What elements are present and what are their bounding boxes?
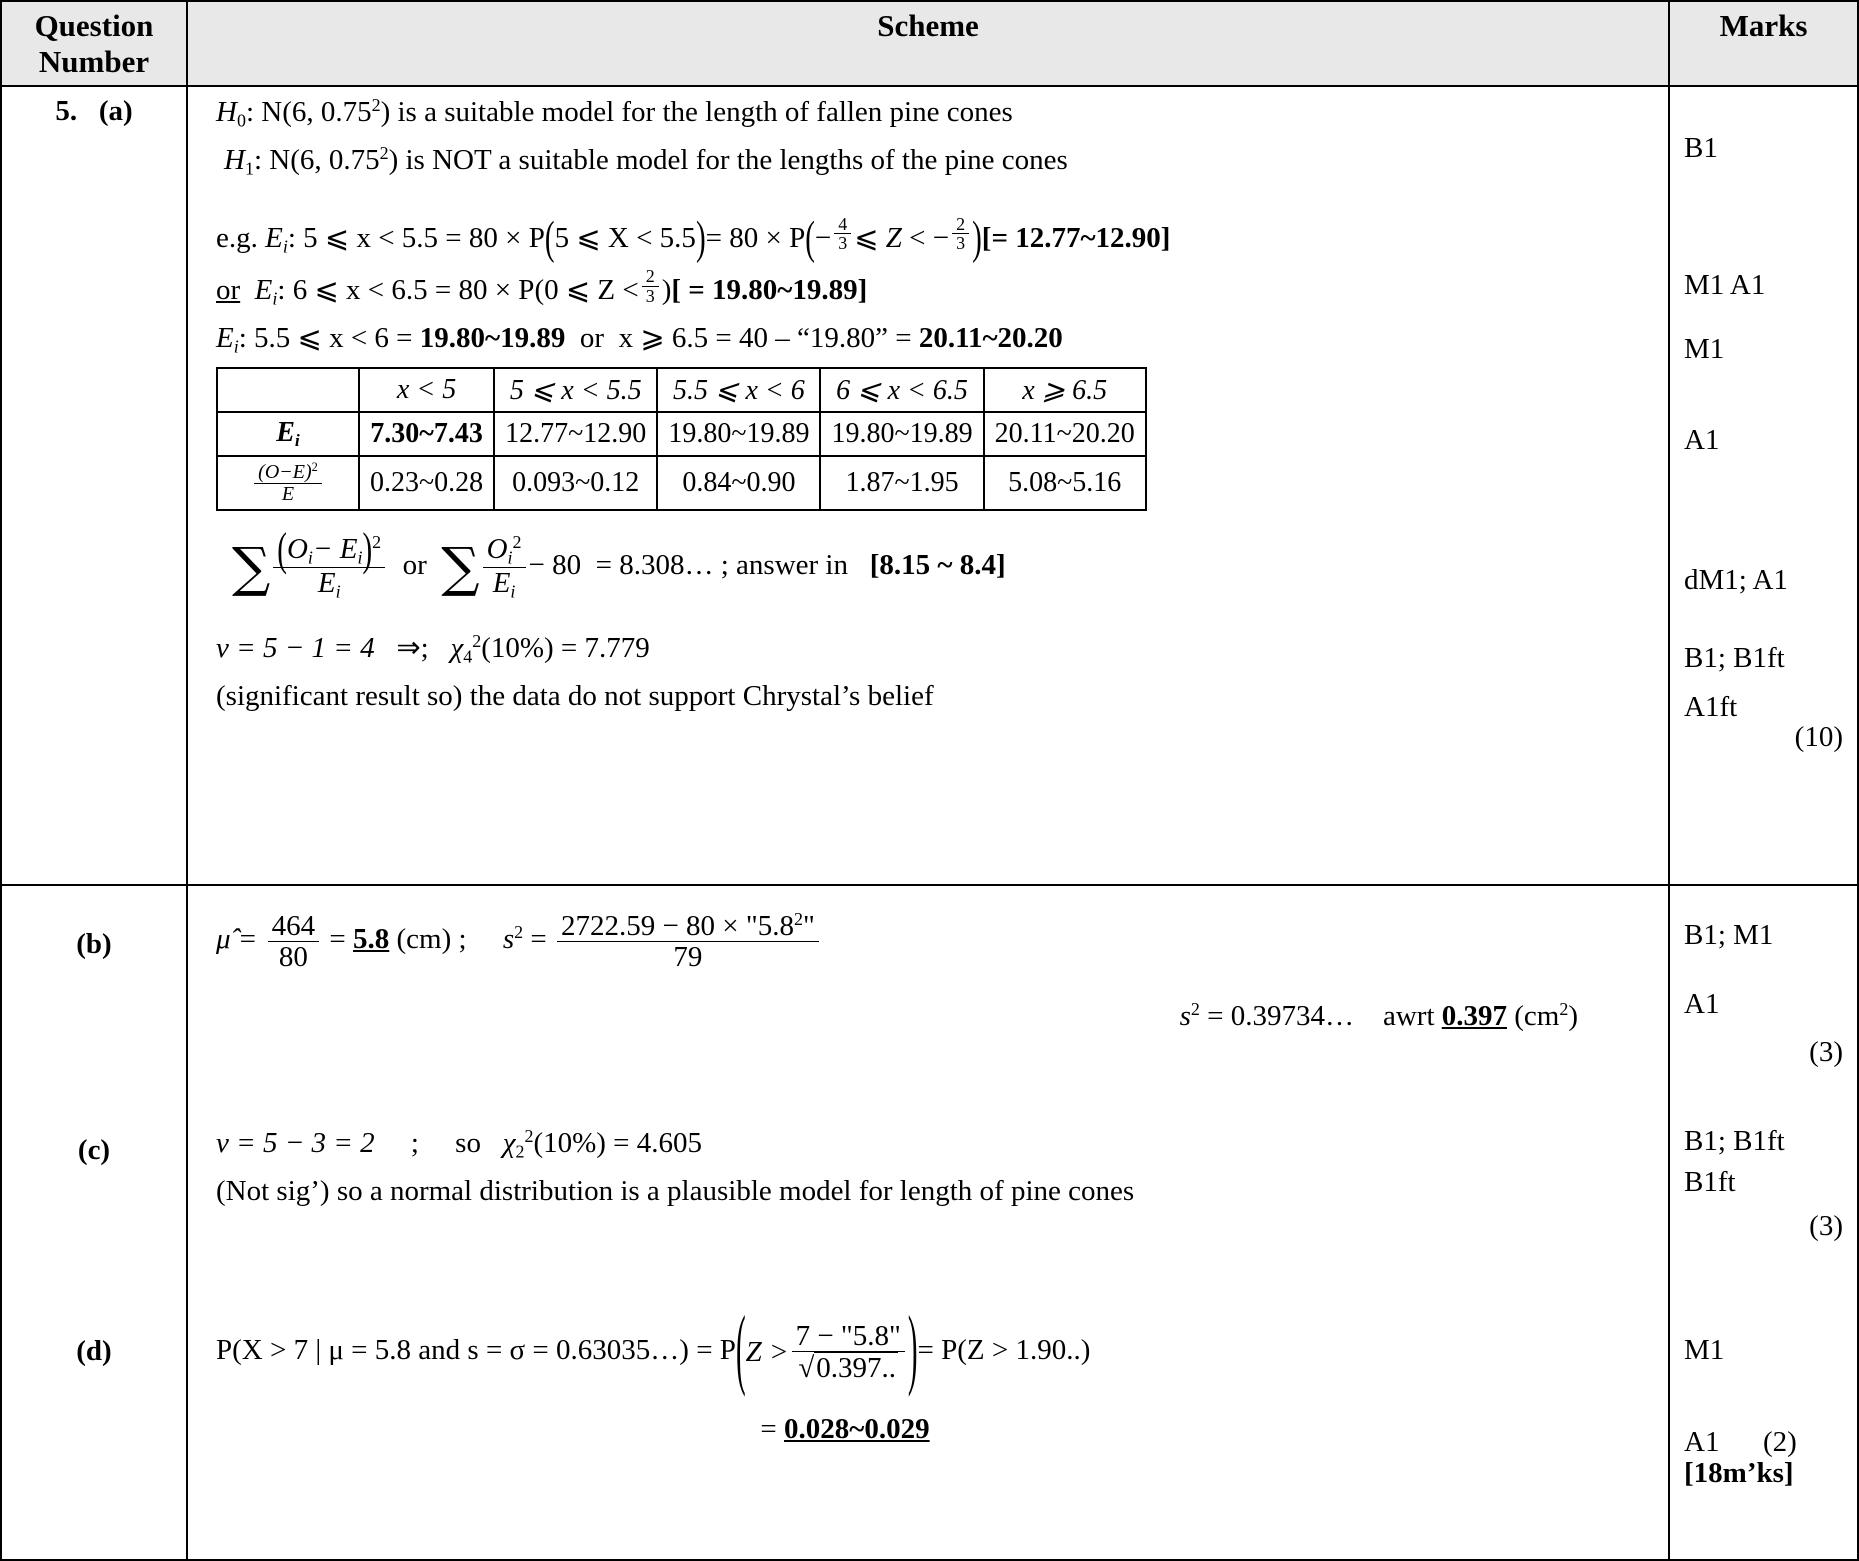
c-nu: ν = 5 − 3 = 2 <box>216 1127 375 1160</box>
sum-frac-1: $\frac{(O_i- E_i)^2}{E_i}$ <box>273 533 385 601</box>
line3-b: x ⩾ 6.5 = 40 – “19.80” = <box>618 321 912 354</box>
c-chi-sup: 2 <box>524 1126 534 1147</box>
mark-d-total: (2) <box>1762 1426 1797 1459</box>
table-row-part-c <box>1 1110 1858 1275</box>
mean-variance-line <box>202 910 1658 973</box>
d-tail: = P(Z > 1.90..) <box>917 1334 1091 1367</box>
or-result: [ = 19.80~19.89] <box>671 274 868 307</box>
header-row <box>1 1 1858 86</box>
part-c-conclusion <box>202 1172 1658 1211</box>
eg-result: [= 12.77~12.90] <box>981 221 1171 254</box>
eg-p1: 5 ⩽ X < 5.5 <box>554 221 696 254</box>
expected-frequency-example: e.g. $E_i$: 5 ⩽ x < 5.5 = 80 × P(5 ⩽ X < 5.5)= 80 × P(− $\frac{4}{3}$ ⩽ Z < − $\frac{2}{3}$ )[= 12.77~12.90] <box>202 215 1658 259</box>
part-a-conclusion <box>202 677 1658 716</box>
h1-sub: 1 <box>244 158 254 179</box>
or-E: E <box>254 274 273 307</box>
table-body <box>1 86 1858 1560</box>
part-label-d: (d) <box>76 1334 112 1367</box>
inner-header-1: x < 5 <box>359 368 494 412</box>
header-scheme <box>187 1 1669 86</box>
dof-chi-sup: 2 <box>472 631 482 652</box>
table-header <box>1 1 1858 86</box>
sum-frac-2: $\frac{O_i^2}{E_i}$ <box>483 533 526 601</box>
eg-frac-from: $\frac{4}{3}$ <box>834 215 851 254</box>
line3-sub: i <box>233 336 239 357</box>
or-range: : 6 ⩽ x < 6.5 = 80 × P(0 ⩽ Z < <box>277 274 639 307</box>
inner-cell-ei-2: 12.77~12.90 <box>494 412 657 456</box>
mark-total-all: [18m’ks] <box>1684 1456 1794 1489</box>
h1-sup: 2 <box>379 143 389 164</box>
h1-tail: ) is NOT a suitable model for the lengths of the pine cones <box>388 143 1068 176</box>
hypothesis-alt <box>202 141 1658 181</box>
s2-label: s <box>502 923 515 956</box>
scheme-cell-c <box>187 1110 1669 1275</box>
s2-sup: 2 <box>514 922 524 943</box>
mean-eq: = <box>329 923 346 956</box>
dof-arrow: ⇒; <box>396 632 429 664</box>
awrt-units: (cm <box>1514 999 1560 1032</box>
chi-square-statistic-line <box>202 523 1658 602</box>
inner-cell-chi-1: 0.23~0.28 <box>359 456 494 510</box>
mark-b-total: (3) <box>1809 1036 1843 1069</box>
inner-row-label-chi <box>217 456 359 510</box>
expected-values-table <box>216 367 1147 511</box>
header-scheme-label: Scheme <box>877 8 979 43</box>
inner-row-chi <box>217 456 1146 510</box>
mark-a-4: A1 <box>1684 423 1720 456</box>
mark-d-2-row <box>1684 1427 1843 1457</box>
sum-or: or <box>402 548 427 581</box>
mark-d-2: A1 <box>1684 1426 1720 1459</box>
inner-cell-chi-5: 5.08~5.16 <box>984 456 1146 510</box>
mark-c-1: B1; B1ft <box>1684 1125 1785 1158</box>
marks-cell-d <box>1669 1275 1858 1560</box>
eg-eq: = 80 × P <box>705 221 806 254</box>
probability-line <box>202 1299 1658 1400</box>
mark-a-5: dM1; A1 <box>1684 564 1788 597</box>
variance-fraction: $\frac{2722.59 - 80 \times "5.8^2"}{79}$ <box>557 910 819 973</box>
inner-header-5: x ⩾ 6.5 <box>984 368 1146 412</box>
inner-cell-chi-4: 1.87~1.95 <box>820 456 983 510</box>
c-chi-tail: (10%) = 4.605 <box>533 1127 703 1160</box>
line3-val2: 20.11~20.20 <box>918 321 1063 354</box>
c-chi: χ <box>502 1127 516 1160</box>
mark-c-2: B1ft <box>1684 1165 1736 1198</box>
inner-header-row <box>217 368 1146 412</box>
scheme-cell-a <box>187 86 1669 885</box>
line3-a: : 5.5 ⩽ x < 6 = <box>238 321 413 354</box>
final-answer-line <box>202 1410 1658 1449</box>
mark-a-7: A1ft <box>1684 690 1738 723</box>
awrt-units-tail: ) <box>1568 999 1578 1032</box>
h0-tail: ) is a suitable model for the length of fallen pine cones <box>380 96 1013 129</box>
or-label: or <box>216 274 241 307</box>
degrees-of-freedom-line <box>202 629 1658 669</box>
c-so: so <box>455 1127 481 1160</box>
eg-sub: i <box>282 236 288 257</box>
inner-header-4: 6 ⩽ x < 6.5 <box>820 368 983 412</box>
header-question-number-label: Question Number <box>34 8 154 79</box>
table-row-part-b <box>1 885 1858 1110</box>
or-frac: $\frac{2}{3}$ <box>642 267 659 306</box>
eg-paren2-close: ) <box>972 212 982 265</box>
c-chi-sub: 2 <box>515 1141 525 1162</box>
d-result: 0.028~0.029 <box>784 1412 930 1445</box>
inner-cell-ei-4: 19.80~19.89 <box>820 412 983 456</box>
awrt-units-sup: 2 <box>1559 999 1569 1020</box>
dof-chi-tail: (10%) = 7.779 <box>481 632 650 664</box>
question-number-cell-a <box>1 86 187 885</box>
sum-equals: = 8.308… ; answer in <box>595 548 848 581</box>
mean-units: (cm) ; <box>396 923 467 956</box>
inner-cell-ei-3: 19.80~19.89 <box>657 412 820 456</box>
mark-a-2: M1 A1 <box>1684 268 1766 301</box>
dof-nu: ν = 5 − 1 = 4 <box>216 632 375 664</box>
expected-frequency-alt <box>202 267 1658 311</box>
question-number-cell-b <box>1 885 187 1110</box>
mark-c-total: (3) <box>1809 1210 1843 1243</box>
mark-b-2: A1 <box>1684 987 1720 1020</box>
eg-paren-close: ) <box>695 212 706 265</box>
marks-cell-c <box>1669 1110 1858 1275</box>
inner-cell-chi-2: 0.093~0.12 <box>494 456 657 510</box>
inner-cell-ei-5: 20.11~20.20 <box>984 412 1146 456</box>
conclusion-text-c: (Not sig’) so a normal distribution is a plausible model for length of pine cones <box>216 1174 1135 1207</box>
d-z-label: Z > <box>745 1335 789 1368</box>
mu-hat: μ̂ = <box>216 923 258 956</box>
h0-sub: 0 <box>236 110 246 131</box>
d-paren-open: ( <box>735 1299 746 1400</box>
chi-den: E <box>254 483 322 505</box>
d-fraction: $\frac{7 - "5.8"}{√0.397..}$ <box>792 1321 905 1384</box>
marks-cell-b <box>1669 885 1858 1110</box>
part-label-b: (b) <box>76 928 112 961</box>
d-paren-close: ) <box>907 1299 918 1400</box>
table-row-part-d <box>1 1275 1858 1560</box>
eg-E: E <box>265 221 283 254</box>
line3-E: E <box>216 321 234 354</box>
mark-a-3: M1 <box>1684 333 1725 366</box>
question-number-cell-c <box>1 1110 187 1275</box>
d-result-eq: = <box>760 1412 777 1445</box>
mark-a-total: (10) <box>1794 721 1843 754</box>
inner-cell-ei-1: 7.30~7.43 <box>359 412 494 456</box>
mark-a-6: B1; B1ft <box>1684 642 1785 675</box>
sum-minus80: − 80 <box>528 548 582 581</box>
or-close: ) <box>661 274 672 307</box>
mark-a-1: B1 <box>1684 132 1718 165</box>
eg-frac-to: $\frac{2}{3}$ <box>952 215 969 254</box>
chi-num: $(O-E)^2$ <box>258 459 318 483</box>
dof-chi: χ <box>450 632 464 664</box>
conclusion-text-a: (significant result so) the data do not support Chrystal’s belief <box>216 679 934 712</box>
result-s2-sup: 2 <box>1190 999 1200 1020</box>
eg-prefix: e.g. <box>216 221 258 254</box>
table-row-part-a <box>1 86 1858 885</box>
inner-header-blank <box>217 368 359 412</box>
question-number-cell-d <box>1 1275 187 1560</box>
mark-d-1: M1 <box>1684 1333 1725 1366</box>
h0-text: : N(6, 0.75 <box>245 96 372 129</box>
h0-label: H <box>216 96 237 129</box>
h1-text: : N(6, 0.75 <box>253 143 380 176</box>
inner-header-2: 5 ⩽ x < 5.5 <box>494 368 657 412</box>
line3-val1: 19.80~19.89 <box>419 321 566 354</box>
awrt-value: 0.397 <box>1441 999 1507 1032</box>
inner-header-3: 5.5 ⩽ x < 6 <box>657 368 820 412</box>
inner-row-label-ei: $E_i$ <box>217 412 359 456</box>
inner-cell-chi-3: 0.84~0.90 <box>657 456 820 510</box>
hypothesis-null <box>202 93 1658 133</box>
line3-or: or <box>579 321 605 354</box>
awrt-label: awrt <box>1382 999 1435 1032</box>
marks-cell-a <box>1669 86 1858 885</box>
eg-paren-open: ( <box>544 212 555 265</box>
header-marks-label: Marks <box>1719 8 1808 43</box>
mean-fraction: $\frac{464}{80}$ <box>268 911 320 973</box>
result-s2: s <box>1179 999 1191 1032</box>
mark-b-1: B1; M1 <box>1684 919 1774 952</box>
sigma-icon: ∑ <box>232 535 271 599</box>
scheme-cell-d <box>187 1275 1669 1560</box>
eg-range: : 5 ⩽ x < 5.5 = 80 × P <box>287 221 545 254</box>
sigma-icon-2: ∑ <box>441 535 480 599</box>
question-number-5: 5. <box>55 95 78 128</box>
part-c-dof-line <box>202 1124 1658 1164</box>
header-marks <box>1669 1 1858 86</box>
h0-sup: 2 <box>371 95 381 116</box>
or-sub: i <box>272 288 278 309</box>
part-label-c: (c) <box>77 1134 111 1167</box>
sum-answer: [8.15 ~ 8.4] <box>869 548 1006 581</box>
expected-frequency-line3 <box>202 319 1658 359</box>
eg-paren2-open: ( <box>805 212 815 265</box>
scheme-cell-b <box>187 885 1669 1110</box>
result-eq: = 0.39734… <box>1207 999 1354 1032</box>
dof-chi-sub: 4 <box>463 646 473 667</box>
s2-eq: = <box>530 923 547 956</box>
d-lead: P(X > 7 | μ = 5.8 and s = σ = 0.63035…) = P <box>216 1334 736 1367</box>
h1-label: H <box>224 143 245 176</box>
c-semicolon: ; <box>410 1127 419 1160</box>
variance-result-line <box>202 997 1658 1036</box>
header-question-number <box>1 1 187 86</box>
inner-row-ei <box>217 412 1146 456</box>
mean-value: 5.8 <box>353 923 390 956</box>
part-label-a: (a) <box>98 95 133 128</box>
